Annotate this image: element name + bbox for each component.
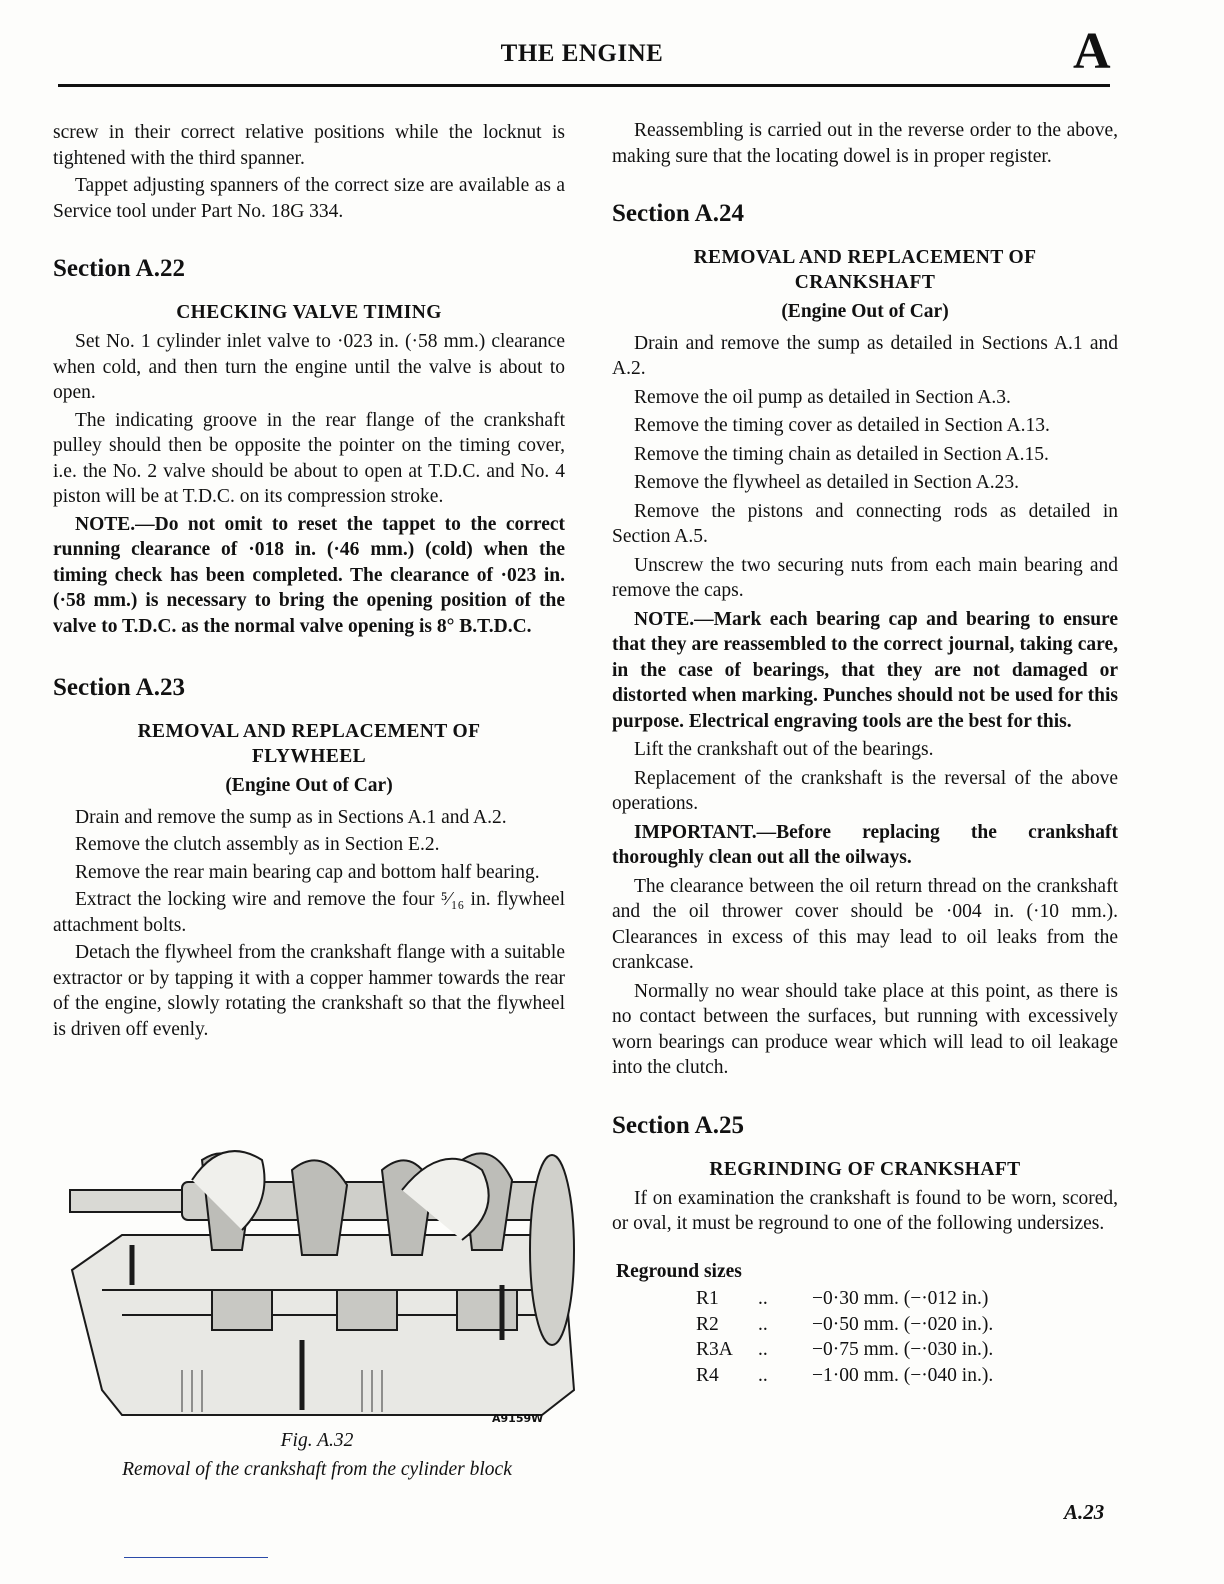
footer-rule — [124, 1557, 268, 1558]
paragraph: The indicating groove in the rear flange of the crankshaft pulley should then be opposite the pointer on the timing cover, i.e. the No. 2 valve should be about to open at T.D.C. and No. 4 piston will be at T.D.C. on its compression stroke. — [53, 409, 565, 507]
section-title: FLYWHEEL — [251, 746, 367, 767]
paragraph: screw in their correct relative positions while the locknut is tightened with the third spanner. — [53, 122, 565, 169]
table-row — [696, 1363, 993, 1389]
size-dots: .. — [758, 1288, 768, 1309]
section-letter: A — [1073, 23, 1111, 80]
paragraph: Set No. 1 cylinder inlet valve to ·023 in. (·58 mm.) clearance when cold, and then turn the engine until the valve is about to open. — [53, 331, 565, 403]
paragraph: Remove the flywheel as detailed in Section A.23. — [634, 472, 1020, 493]
figure-caption: Removal of the crankshaft from the cylinder block — [122, 1459, 512, 1480]
header-title: THE ENGINE — [500, 40, 664, 67]
size-value: −1·00 mm. (−·040 in.). — [812, 1364, 994, 1386]
paragraph: If on examination the crankshaft is found to be worn, scored, or oval, it must be reground to one of the following undersizes. — [612, 1187, 1118, 1234]
paragraph: Remove the timing cover as detailed in Section A.13. — [634, 415, 1050, 436]
size-dots: .. — [758, 1339, 768, 1360]
section-title: CHECKING VALVE TIMING — [176, 302, 442, 323]
table-row — [696, 1337, 993, 1363]
section-subtitle: (Engine Out of Car) — [781, 301, 949, 322]
size-code: R1 — [696, 1288, 719, 1309]
note-paragraph: NOTE.—Do not omit to reset the tappet to the correct running clearance of ·018 in. (·46 mm.) (cold) when the timing check has been completed. The clearance of ·023 in. (·58 mm.) is necessary to bring the opening position of the valve to T.D.C. as the normal valve opening is 8° B.T.D.C. — [53, 513, 565, 637]
note-paragraph: NOTE.—Mark each bearing cap and bearing to ensure that they are reassembled to the correct journal, taking care, in the case of bearings, that they are not damaged or distorted when marking. Punches should not be used for this purpose. Electrical engraving tools are the best for this. — [612, 608, 1118, 732]
size-value: −0·30 mm. (−·012 in.) — [812, 1288, 989, 1309]
table-row — [696, 1286, 993, 1312]
sizes-heading: Reground sizes — [616, 1260, 742, 1282]
section-heading-a25: Section A.25 — [612, 1111, 744, 1139]
section-title: REGRINDING OF CRANKSHAFT — [709, 1158, 1021, 1180]
left-column — [53, 120, 565, 1044]
paragraph: Remove the clutch assembly as in Section E.2. — [75, 834, 440, 855]
section-title: REMOVAL AND REPLACEMENT OF — [137, 721, 481, 742]
paragraph: Lift the crankshaft out of the bearings. — [634, 739, 934, 760]
size-dots: .. — [758, 1364, 768, 1386]
crankshaft-figure — [62, 1140, 582, 1425]
paragraph: Drain and remove the sump as in Sections A.1 and A.2. — [75, 806, 507, 828]
paragraph: Remove the timing chain as detailed in Section A.15. — [634, 443, 1049, 465]
size-dots: .. — [758, 1313, 768, 1335]
paragraph: Reassembling is carried out in the reverse order to the above, making sure that the locating dowel is in proper register. — [612, 120, 1118, 167]
paragraph: Tappet adjusting spanners of the correct size are available as a Service tool under Part No. 18G 334. — [53, 175, 565, 222]
paragraph: Remove the pistons and connecting rods as detailed in Section A.5. — [612, 500, 1118, 547]
paragraph: Normally no wear should take place at this point, as there is no contact between the surfaces, but running with excessively worn bearings can produce wear which will lead to oil leakage into the clutch. — [612, 980, 1118, 1078]
section-heading-a23: Section A.23 — [53, 674, 185, 701]
size-code: R4 — [696, 1364, 719, 1386]
paragraph: Detach the flywheel from the crankshaft flange with a suitable extractor or by tapping it with a copper hammer towards the rear of the engine, slowly rotating the crankshaft so that the flywheel is driven off evenly. — [53, 942, 565, 1040]
size-code: R3A — [696, 1339, 733, 1360]
paragraph: Unscrew the two securing nuts from each main bearing and remove the caps. — [612, 554, 1118, 601]
table-row — [696, 1312, 993, 1338]
figure-label: Fig. A.32 — [280, 1430, 354, 1451]
section-title: REMOVAL AND REPLACEMENT OF — [693, 247, 1037, 268]
paragraph: Remove the oil pump as detailed in Section A.3. — [634, 386, 1011, 408]
paragraph: Remove the rear main bearing cap and bottom half bearing. — [75, 861, 540, 883]
paragraph: Replacement of the crankshaft is the reversal of the above operations. — [612, 767, 1118, 814]
section-subtitle: (Engine Out of Car) — [225, 775, 393, 796]
size-value: −0·75 mm. (−·030 in.). — [812, 1339, 994, 1360]
header-rule — [58, 84, 1110, 87]
section-heading-a24: Section A.24 — [612, 200, 744, 227]
sizes-table — [696, 1286, 993, 1388]
page-number: A.23 — [1064, 1500, 1105, 1524]
paragraph: The clearance between the oil return thread on the crankshaft and the oil thrower cover should be ·004 in. (·10 mm.). Clearances in excess of this may lead to oil leaks from the crankcase. — [612, 875, 1118, 973]
section-title: CRANKSHAFT — [794, 272, 936, 293]
section-heading-a22: Section A.22 — [53, 255, 185, 282]
size-code: R2 — [696, 1313, 719, 1335]
figure-reference: A9159W — [492, 1412, 544, 1425]
paragraph: Drain and remove the sump as detailed in Sections A.1 and A.2. — [612, 332, 1118, 379]
important-paragraph: IMPORTANT.—Before replacing the crankshaft thoroughly clean out all the oilways. — [612, 821, 1118, 868]
paragraph: Extract the locking wire and remove the four ⁵⁄₁₆ in. flywheel attachment bolts. — [53, 889, 565, 936]
right-column — [612, 118, 1118, 1388]
size-value: −0·50 mm. (−·020 in.). — [812, 1313, 994, 1335]
